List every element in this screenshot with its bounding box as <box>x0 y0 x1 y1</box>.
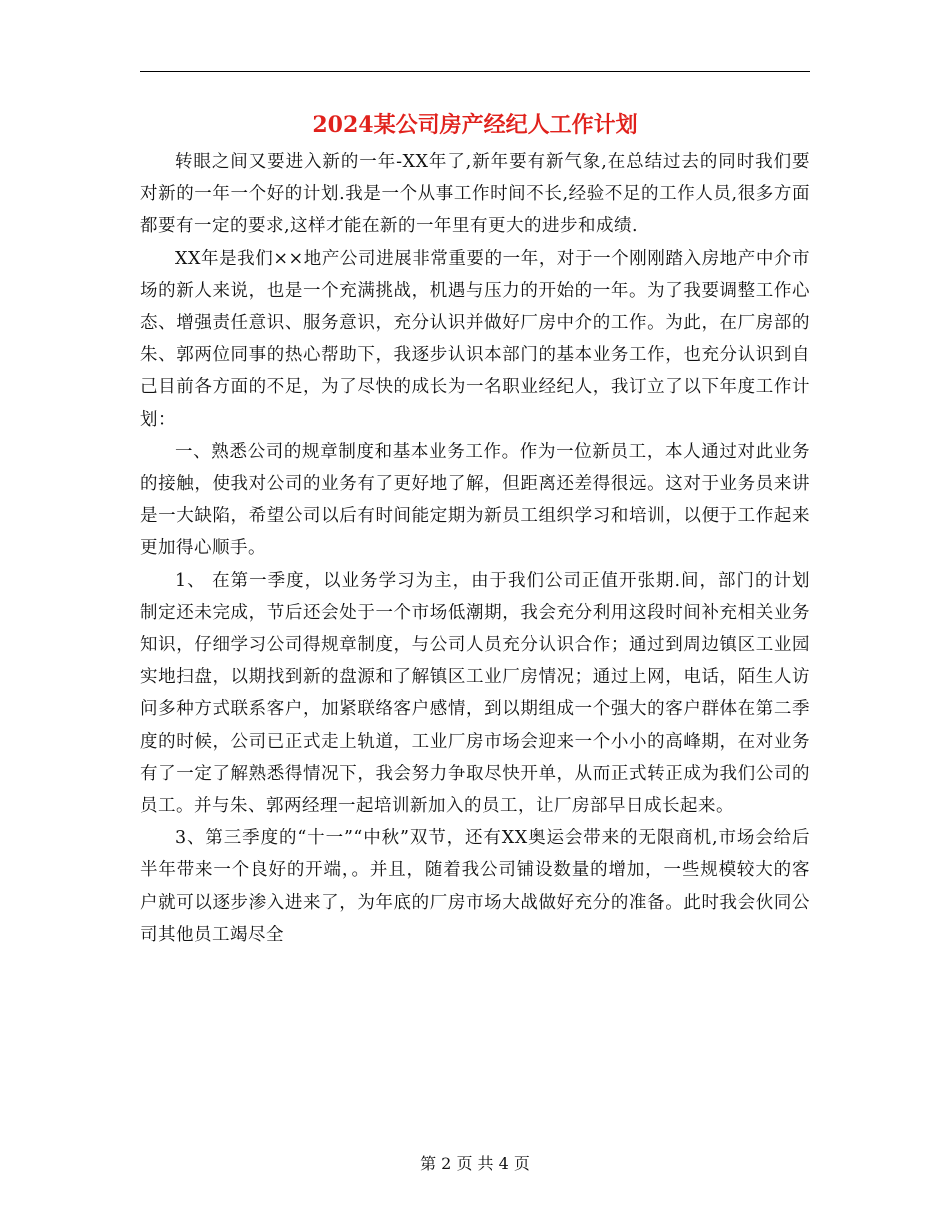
paragraph-third-quarter: 3、第三季度的“十一”“中秋”双节，还有XX奥运会带来的无限商机,市场会给后半年带来一个良好的开端，。并且，随着我公司铺设数量的增加，一些规模较大的客户就可以逐步渗入进来了，为年底的厂房市场大战做好充分的准备。此时我会伙同公司其他员工竭尽全 <box>140 828 810 945</box>
document-title: 2024某公司房产经纪人工作计划 <box>312 112 638 138</box>
paragraph-first-quarter: 1、 在第一季度，以业务学习为主，由于我们公司正值开张期.间，部门的计划制定还未完成，节后还会处于一个市场低潮期，我会充分利用这段时间补充相关业务知识，仔细学习公司得规章制度，与公司人员充分认识合作；通过到周边镇区工业园实地扫盘，以期找到新的盘源和了解镇区工业厂房情况；通过上网，电话，陌生人访问多种方式联系客户，加紧联络客户感情，到以期组成一个强大的客户群体在第二季度的时候，公司已正式走上轨道，工业厂房市场会迎来一个小小的高峰期，在对业务有了一定了解熟悉得情况下，我会努力争取尽快开单，从而正式转正成为我们公司的员工。并与朱、郭两经理一起培训新加入的员工，让厂房部早日成长起来。 <box>140 570 810 817</box>
page-footer: 第 2 页 共 4 页 <box>420 1154 530 1173</box>
paragraph-intro: 转眼之间又要进入新的一年-XX年了,新年要有新气象,在总结过去的同时我们要对新的一年一个好的计划.我是一个从事工作时间不长,经验不足的工作人员,很多方面都要有一定的要求,这样才能在新的一年里有更大的进步和成绩. <box>140 152 810 237</box>
paragraph-background: XX年是我们××地产公司进展非常重要的一年，对于一个刚刚踏入房地产中介市场的新人来说，也是一个充满挑战，机遇与压力的开始的一年。为了我要调整工作心态、增强责任意识、服务意识，充分认识并做好厂房中介的工作。为此，在厂房部的朱、郭两位同事的热心帮助下，我逐步认识本部门的基本业务工作，也充分认识到自己目前各方面的不足，为了尽快的成长为一名职业经纪人，我订立了以下年度工作计划： <box>140 248 810 430</box>
paragraph-section-one: 一、熟悉公司的规章制度和基本业务工作。作为一位新员工，本人通过对此业务的接触，使我对公司的业务有了更好地了解，但距离还差得很远。这对于业务员来讲是一大缺陷，希望公司以后有时间能定期为新员工组织学习和培训，以便于工作起来更加得心顺手。 <box>140 441 810 559</box>
header-rule <box>140 71 810 72</box>
document-body <box>140 146 810 951</box>
